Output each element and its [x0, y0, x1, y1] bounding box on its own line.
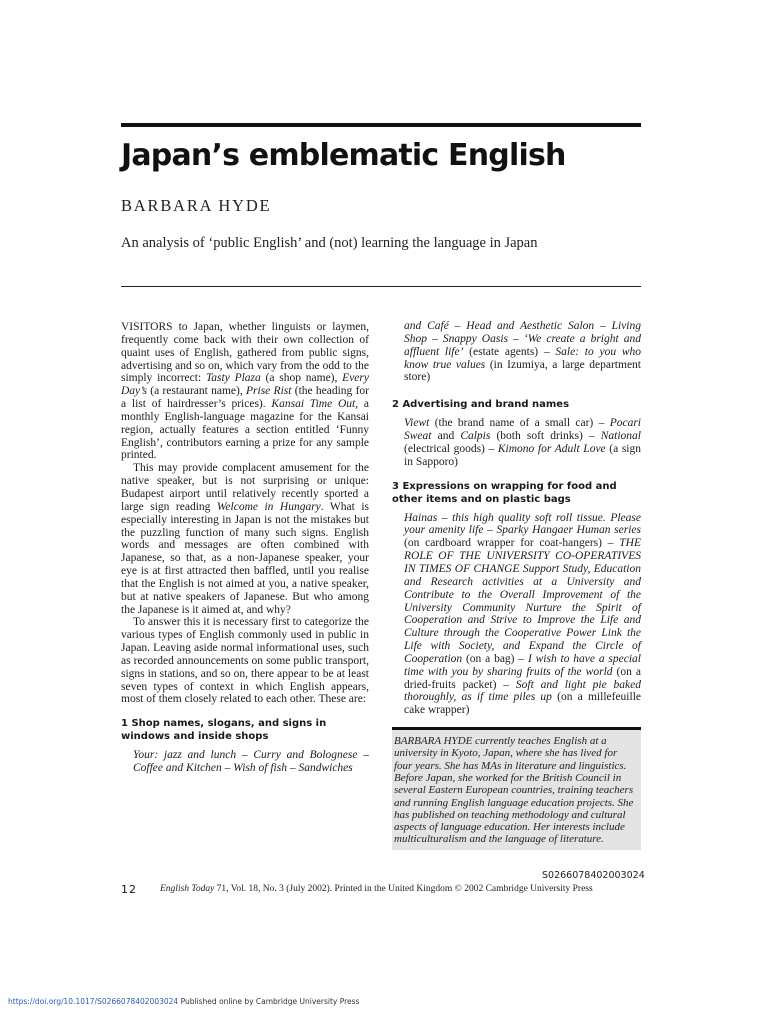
journal-citation: English Today 71, Vol. 18, No. 3 (July 2002). Printed in the United Kingdom © 2002 Cambridge University Press: [160, 884, 593, 894]
author-bio-box: BARBARA HYDE currently teaches English at a university in Kyoto, Japan, where she has lived for four years. She has MAs in literature and linguistics. Before Japan, she worked for the British Council in several Eastern European countries, training teachers and running English language education projects. She has published on teaching methodology and cultural aspects of language education. Her interests include multiculturalism and the language of literature.: [392, 730, 641, 850]
examples-list-3: Hainas – this high quality soft roll tissue. Please your amenity life – Sparky Hangaer Human series (on cardboard wrapper for coat-hangers) – THE ROLE OF THE UNIVERSITY CO-OPERATIVES IN TIMES OF CHANGE Support Study, Education and Research activities at a University and Contribute to the Overall Improvement of the University Community Nurture the Spirit of Cooperation and Strive to Improve the Life and Culture through the Cooperative Power Link the Life with Society, and Expand the Circle of Cooperation (on a bag) – I wish to have a special time with you by sharing fruits of the world (on a dried-fruits packet) – Soft and light pie baked thoroughly, as if time piles up (on a millefeuille cake wrapper): [404, 511, 642, 717]
examples-list-1: Your: jazz and lunch – Curry and Bolognese – Coffee and Kitchen – Wish of fish – Sandwiches: [133, 749, 369, 775]
examples-list-2: Viewt (the brand name of a small car) – Pocari Sweat and Calpis (both soft drinks) – National (electrical goods) – Kimono for Adult Love (a sign in Sapporo): [404, 417, 642, 468]
right-column: [392, 320, 641, 850]
section-heading-2: 2 Advertising and brand names: [392, 399, 570, 411]
article-title: Japan’s emblematic English: [121, 138, 566, 173]
section-heading-3: 3 Expressions on wrapping for food and other items and on plastic bags: [392, 480, 617, 505]
publication-note: https://doi.org/10.1017/S0266078402003024 Published online by Cambridge University Press: [8, 997, 360, 1006]
page-number: 12: [121, 883, 137, 896]
examples-list-1-continued: and Café – Head and Aesthetic Salon – Living Shop – Snappy Oasis – ‘We create a bright and affluent life’ (estate agents) – Sale: to you who know true values (in Izumiya, a large department store): [404, 320, 641, 384]
section-heading-1: 1 Shop names, slogans, and signs in windows and inside shops: [121, 718, 327, 743]
body-paragraph-2: This may provide complacent amusement for the native speaker, but is not surprising or unique: Budapest airport until relatively recently sported a large sign reading Welcome in Hungary. What is especially interesting in Japan is not the mistakes but the puzzling function of many such signs. English words and messages are often combined with Japanese, so that, as a non-Japanese speaker, your eye is at first attracted then baffled, until you realise that the English is not aimed at you, a native speaker, but at native speakers of Japanese. But who among the Japanese is it aimed at, and why?: [121, 462, 369, 616]
left-column: [121, 321, 369, 775]
intro-paragraph: VISITORS to Japan, whether linguists or laymen, frequently come back with their own collection of quaint uses of English, gathered from public signs, advertising and so on, which vary from the odd to the simply incorrect: Tasty Plaza (a shop name), Every Day’s (a restaurant name), Prise Rist (the heading for a list of hairdresser’s prices). Kansai Time Out, a monthly English-language magazine for the Kansai region, actually features a section entitled ‘Funny English’, contributors earning a prize for any sample printed.: [121, 321, 369, 462]
doi-link[interactable]: https://doi.org/10.1017/S0266078402003024: [8, 997, 179, 1006]
title-top-rule: [121, 123, 641, 127]
article-doi-code: S0266078402003024: [542, 870, 645, 881]
article-subtitle: An analysis of ‘public English’ and (not) learning the language in Japan: [121, 235, 538, 251]
article-author: BARBARA HYDE: [121, 196, 272, 215]
body-paragraph-3: To answer this it is necessary first to categorize the various types of English commonly used in public in Japan. Leaving aside normal informational uses, such as recorded announcements on some public transport, signs in stations, and so on, there appear to be at least seven types of context in which English appears, most of them closely related to each other. These are:: [121, 616, 369, 706]
header-divider: [121, 286, 641, 287]
